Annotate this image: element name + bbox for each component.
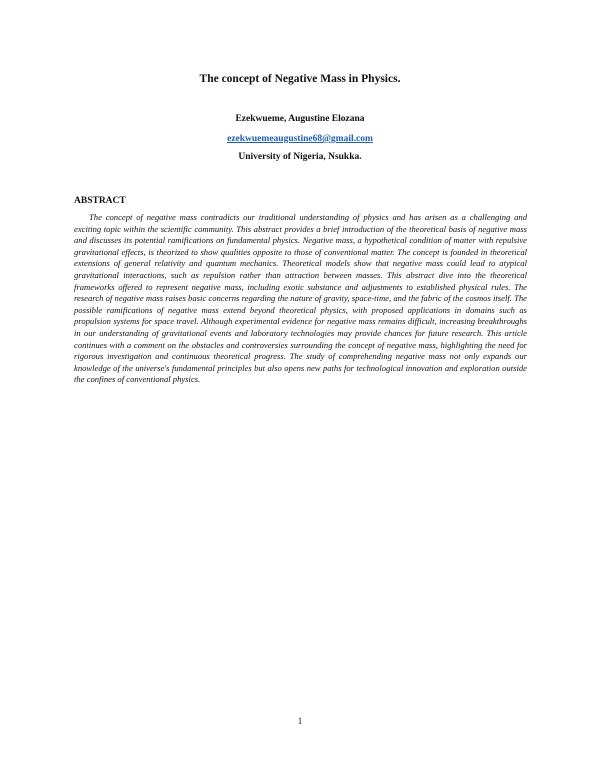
author-name: Ezekwueme, Augustine Elozana	[235, 114, 365, 124]
author-email	[0, 134, 600, 144]
email-link[interactable]: ezekwuemeaugustine68@gmail.com	[227, 134, 373, 144]
abstract-body: The concept of negative mass contradicts our traditional understanding of physics and has arisen as a challenging and exciting topic within the scientific community. This abstract provides a brief introduction of the theoretical basis of negative mass and discusses its potential ramifications on fundamental physics. Negative mass, a hypothetical condition of matter with repulsive gravitational effects, is theorized to show qualities opposite to those of conventional matter. The concept is founded in theoretical extensions of general relativity and quantum mechanics. Theoretical models show that negative mass could lead to atypical gravitational interactions, such as repulsion rather than attraction between masses. This abstract dive into the theoretical frameworks offered to represent negative mass, including exotic substance and adjustments to established physical rules. The research of negative mass raises basic concerns regarding the nature of gravity, space-time, and the fabric of the cosmos itself. The possible ramifications of negative mass extend beyond theoretical physics, with proposed applications in domains such as propulsion systems for space travel. Although experimental evidence for negative mass remains difficult, increasing breakthroughs in our understanding of gravitational events and laboratory technologies may provide chances for future research. This article continues with a comment on the obstacles and controversies surrounding the concept of negative mass, highlighting the need for rigorous investigation and continuous theoretical progress. The study of comprehending negative mass not only expands our knowledge of the universe's fundamental principles but also opens new paths for technological innovation and exploration outside the confines of conventional physics.	[74, 212, 527, 385]
affiliation: University of Nigeria, Nsukka.	[238, 152, 362, 162]
abstract-heading: ABSTRACT	[74, 196, 126, 206]
paper-title: The concept of Negative Mass in Physics.	[199, 73, 401, 85]
page-number: 1	[297, 716, 303, 726]
